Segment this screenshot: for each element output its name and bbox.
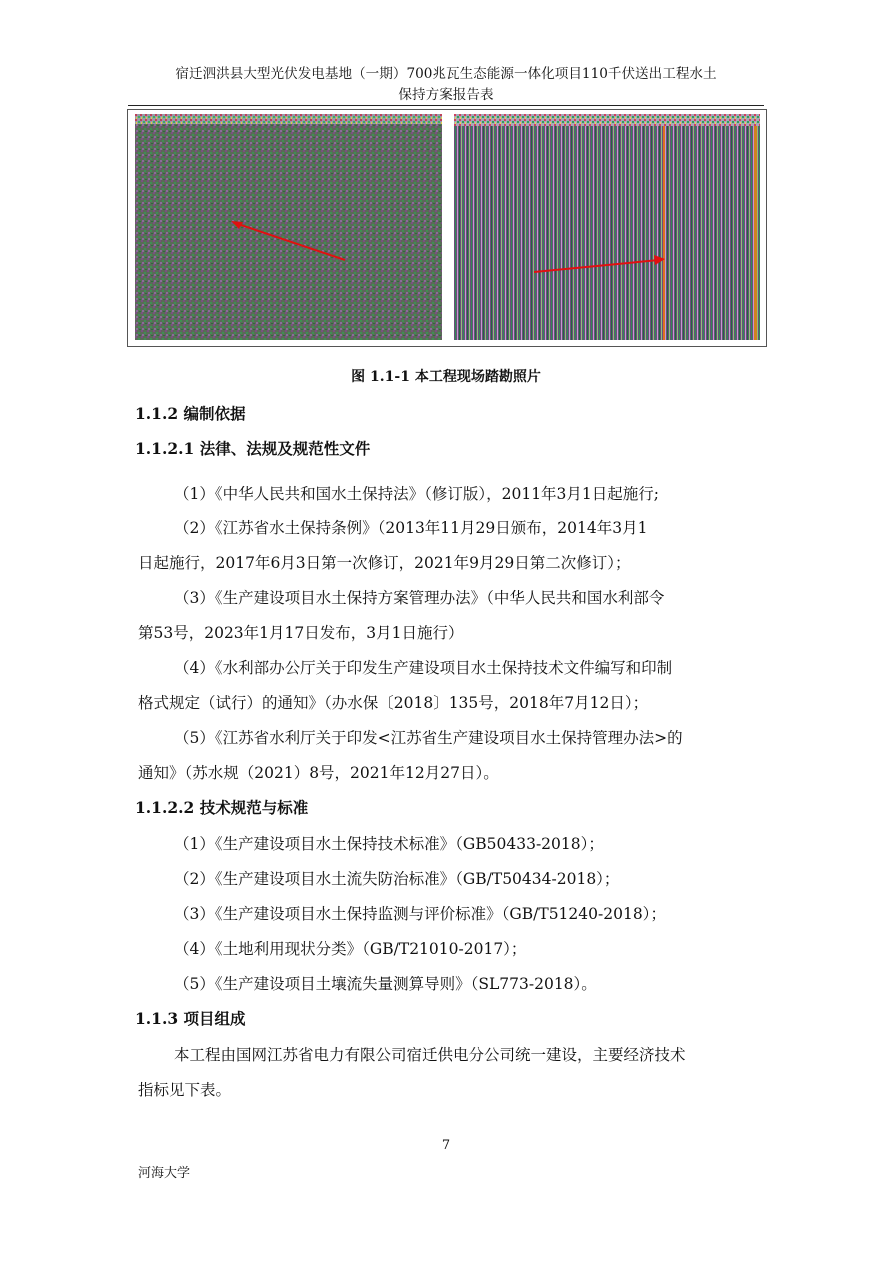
section-heading-1-1-2-2: 1.1.2.2 技术规范与标准 (135, 798, 309, 817)
page-number: 7 (441, 1138, 451, 1153)
header-line-1: 宿迁泗洪县大型光伏发电基地（一期）700兆瓦生态能源一体化项目110千伏送出工程水土 (175, 66, 717, 82)
law-item-2-line-2: 日起施行，2017年6月3日第一次修订，2021年9月29日第二次修订）； (138, 554, 631, 572)
law-item-1: （1）《中华人民共和国水土保持法》（修订版），2011年3月1日起施行; (174, 485, 660, 503)
law-item-2-line-1: （2）《江苏省水土保持条例》（2013年11月29日颁布，2014年3月1 (174, 519, 648, 537)
running-header (128, 64, 764, 106)
law-item-5-line-2: 通知》（苏水规（2021）8号，2021年12月27日）。 (138, 764, 499, 782)
composition-paragraph-line-1: 本工程由国网江苏省电力有限公司宿迁供电分公司统一建设，主要经济技术 (174, 1046, 686, 1064)
header-rule (128, 105, 764, 106)
section-heading-1-1-2-1: 1.1.2.1 法律、法规及规范性文件 (135, 439, 371, 458)
composition-paragraph-line-2: 指标见下表。 (138, 1081, 232, 1099)
law-item-4-line-2: 格式规定（试行）的通知》（办水保〔2018〕135号，2018年7月12日）； (138, 694, 649, 712)
site-photo-right (454, 114, 760, 340)
section-heading-1-1-3: 1.1.3 项目组成 (135, 1009, 246, 1028)
standard-item-1: （1）《生产建设项目水土保持技术标准》（GB50433-2018）； (174, 835, 604, 853)
standard-item-3: （3）《生产建设项目水土保持监测与评价标准》（GB/T51240-2018）； (174, 905, 666, 923)
law-item-3-line-1: （3）《生产建设项目水土保持方案管理办法》（中华人民共和国水利部令 (174, 589, 665, 607)
header-line-2: 保持方案报告表 (398, 87, 494, 103)
section-heading-1-1-2: 1.1.2 编制依据 (135, 404, 246, 423)
law-item-5-line-1: （5）《江苏省水利厅关于印发<江苏省生产建设项目水土保持管理办法>的 (174, 729, 683, 747)
law-item-3-line-2: 第53号，2023年1月17日发布，3月1日施行） (138, 624, 464, 642)
figure-caption: 图 1.1-1 本工程现场踏勘照片 (351, 369, 541, 385)
standard-item-2: （2）《生产建设项目水土流失防治标准》（GB/T50434-2018）； (174, 870, 620, 888)
site-photo-left (135, 114, 442, 340)
standard-item-4: （4）《土地利用现状分类》（GB/T21010-2017）； (174, 940, 527, 958)
law-item-4-line-1: （4）《水利部办公厅关于印发生产建设项目水土保持技术文件编写和印制 (174, 659, 673, 677)
footer-institution: 河海大学 (138, 1166, 191, 1181)
figure-frame (127, 109, 767, 347)
standard-item-5: （5）《生产建设项目土壤流失量测算导则》（SL773-2018）。 (174, 975, 597, 993)
